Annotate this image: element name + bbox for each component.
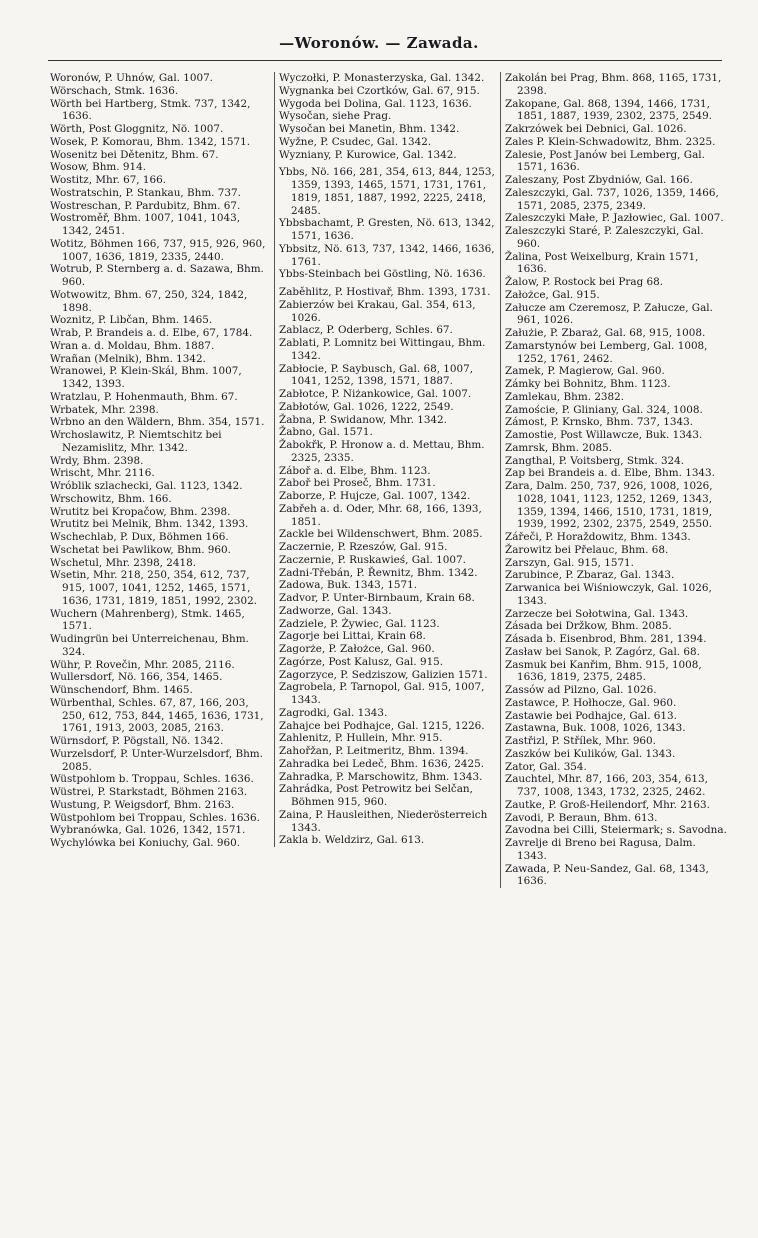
index-entry: Zamlekau, Bhm. 2382. <box>505 390 625 403</box>
index-entry: Wran a. d. Moldau, Bhm. 1887. <box>50 339 215 352</box>
index-entry: Zasmuk bei Kanřim, Bhm. 915, 1008, 1636, 1819, 2375, 2485. <box>505 658 702 684</box>
index-entry: Wysočan bei Manetin, Bhm. 1342. <box>279 123 460 135</box>
index-entry: Wotwowitz, Bhm. 67, 250, 324, 1842, 1898. <box>50 288 248 314</box>
index-entry: Wostitz, Mhr. 67, 166. <box>50 174 167 186</box>
index-entry: Žabokřk, P. Hronow a. d. Mettau, Bhm. 2325, 2335. <box>279 439 485 464</box>
index-entry: Zabłotce, P. Niżankowice, Gal. 1007. <box>279 388 472 400</box>
index-entry: Wostroměř, Bhm. 1007, 1041, 1043, 1342, 2451. <box>50 212 241 237</box>
index-entry: Zavodi, P. Beraun, Bhm. 613. <box>505 811 658 824</box>
index-entry: Wünschendorf, Bhm. 1465. <box>50 684 193 696</box>
index-entry: Zářeči, P. Horaždowitz, Bhm. 1343. <box>505 531 691 543</box>
index-entry: Zahořžan, P. Leitmeritz, Bhm. 1394. <box>279 745 469 757</box>
index-entry: Wróblik szlachecki, Gal. 1123, 1342. <box>50 480 243 492</box>
index-entry: Zarszyn, Gal. 915, 1571. <box>505 556 634 569</box>
index-entry: Zastawna, Buk. 1008, 1026, 1343. <box>505 722 686 735</box>
index-entry: Zaleszczyki Staré, P. Zaleszczyki, Gal. 960. <box>505 225 704 250</box>
index-entry: Wotrub, P. Sternberg a. d. Sazawa, Bhm. 960. <box>50 263 264 288</box>
index-entry: Wotitz, Böhmen 166, 737, 915, 926, 960, 1007, 1636, 1819, 2335, 2440. <box>50 237 266 263</box>
index-entry: Zakopane, Gal. 868, 1394, 1466, 1731, 1851, 1887, 1939, 2302, 2375, 2549. <box>505 97 712 123</box>
index-entry: Zásada bei Držkow, Bhm. 2085. <box>505 620 672 633</box>
index-entry: Würnsdorf, P. Pögstall, Nö. 1342. <box>50 735 224 747</box>
index-entry: Wsetin, Mhr. 218, 250, 354, 612, 737, 915, 1007, 1041, 1252, 1465, 1571, 1636, 1731, 1819, 1851, 1992, 2302. <box>50 569 257 607</box>
index-entry: Zangthal, P. Voitsberg, Stmk. 324. <box>505 454 685 467</box>
index-entry: Zabłotów, Gal. 1026, 1222, 2549. <box>279 400 454 413</box>
index-entry: Zadziele, P. Żywiec, Gal. 1123. <box>279 617 440 630</box>
index-entry: Zasław bei Sanok, P. Zagórz, Gal. 68. <box>505 645 700 658</box>
index-entry: Zavrelje di Breno bei Ragusa, Dalm. 1343. <box>505 837 696 862</box>
index-entry: Zadowa, Buk. 1343, 1571. <box>279 579 418 592</box>
index-entry: Wosow, Bhm. 914. <box>50 161 147 174</box>
index-entry: Žabno, Gal. 1571. <box>279 426 373 439</box>
index-entry: Zarwanica bei Wiśniowczyk, Gal. 1026, 1343. <box>505 582 712 607</box>
index-entry: Wybranówka, Gal. 1026, 1342, 1571. <box>50 824 246 837</box>
index-entry: Zawada, P. Neu-Sandez, Gal. 68, 1343, 1636. <box>505 862 709 888</box>
index-entry: Zackle bei Wildenschwert, Bhm. 2085. <box>279 528 483 541</box>
index-entry: Zalesie, Post Janów bei Lemberg, Gal. 1571, 1636. <box>505 148 705 174</box>
index-entry: Wörth, Post Gloggnitz, Nö. 1007. <box>50 123 224 135</box>
index-entry: Wygoda bei Dolina, Gal. 1123, 1636. <box>279 97 472 110</box>
index-entry: Wurzelsdorf, P. Unter-Wurzelsdorf, Bhm. 2085. <box>50 747 263 773</box>
index-entry: Zagorje bei Littai, Krain 68. <box>279 630 426 643</box>
index-entry: Zakla b. Weldzirz, Gal. 613. <box>279 834 425 847</box>
index-entry: Zagrodki, Gal. 1343. <box>279 706 388 719</box>
index-entry: Zámky bei Bohnitz, Bhm. 1123. <box>505 378 671 390</box>
index-entry: Wschetat bei Pawlikow, Bhm. 960. <box>50 543 231 556</box>
index-entry: Woznitz, P. Libčan, Bhm. 1465. <box>50 314 213 327</box>
index-entry: Wrbno an den Wäldern, Bhm. 354, 1571. <box>50 416 265 429</box>
index-entry: Zales P. Klein-Schwadowitz, Bhm. 2325. <box>505 135 716 148</box>
index-entry: Zamrsk, Bhm. 2085. <box>505 441 613 454</box>
index-entry: Zaszków bei Kulików, Gal. 1343. <box>505 747 676 760</box>
index-entry: Ybbs, Nö. 166, 281, 354, 613, 844, 1253, 1359, 1393, 1465, 1571, 1731, 1761, 1819, 1851, 1887, 1992, 2225, 2418, 2485. <box>279 166 495 217</box>
index-entry: Zásada b. Eisenbrod, Bhm. 281, 1394. <box>505 633 707 645</box>
index-entry: Zamostie, Post Willawcze, Buk. 1343. <box>505 429 703 441</box>
index-entry: Zaběhlitz, P. Hostivař, Bhm. 1393, 1731. <box>279 286 491 298</box>
index-entry: Zadni-Třebán, P. Řewnitz, Bhm. 1342. <box>279 566 478 579</box>
index-entry: Zauchtel, Mhr. 87, 166, 203, 354, 613, 737, 1008, 1343, 1732, 2325, 2462. <box>505 773 708 798</box>
index-entry: Wüstpohlom b. Troppau, Schles. 1636. <box>50 773 254 786</box>
index-entry: Zámost, P. Krnsko, Bhm. 737, 1343. <box>505 416 694 429</box>
index-entry: Žabna, P. Swidanow, Mhr. 1342. <box>279 413 447 426</box>
index-entry: Załużie, P. Zbaraż, Gal. 68, 915, 1008. <box>505 327 706 339</box>
index-entry: Wschetul, Mhr. 2398, 2418. <box>50 556 197 569</box>
index-entry: Wrbatek, Mhr. 2398. <box>50 403 159 416</box>
index-entry: Wrdy, Bhm. 2398. <box>50 454 144 467</box>
index-entry: Wygnanka bei Czortków, Gal. 67, 915. <box>279 84 480 97</box>
index-entry: Zagórze, Post Kalusz, Gal. 915. <box>279 655 444 668</box>
index-entry: Záboř a. d. Elbe, Bhm. 1123. <box>279 464 431 477</box>
index-entry: Załucze am Czeremosz, P. Załucze, Gal. 961, 1026. <box>505 301 713 327</box>
index-entry: Ybbs-Steinbach bei Göstling, Nö. 1636. <box>279 268 486 281</box>
index-entry: Wrutitz bei Kropačow, Bhm. 2398. <box>50 505 231 518</box>
index-entry: Zamarstynów bei Lemberg, Gal. 1008, 1252, 1761, 2462. <box>505 339 708 365</box>
index-entry: Zaina, P. Hausleithen, Niederösterreich 1343. <box>279 808 488 834</box>
index-entry: Žalow, P. Rostock bei Prag 68. <box>505 276 664 288</box>
index-entry: Zablati, P. Lomnitz bei Wittingau, Bhm. 1342. <box>279 337 486 362</box>
index-entry: Zagrobela, P. Tarnopol, Gal. 915, 1007, 1343. <box>279 681 485 706</box>
index-entry: Zakrzówek bei Debnici, Gal. 1026. <box>505 123 687 135</box>
index-entry: Zamoście, P. Gliniany, Gal. 324, 1008. <box>505 403 703 416</box>
column-1 <box>50 72 268 850</box>
index-entry: Wrschowitz, Bhm. 166. <box>50 492 172 505</box>
index-entry: Wüstrei, P. Starkstadt, Böhmen 2163. <box>50 786 248 798</box>
index-entry: Zavodna bei Cilli, Steiermark; s. Savodna. <box>505 824 727 837</box>
index-entry: Założce, Gal. 915. <box>505 288 600 301</box>
index-entry: Wrañan (Melnik), Bhm. 1342. <box>50 352 206 365</box>
index-entry: Wühr, P. Rovečin, Mhr. 2085, 2116. <box>50 658 235 671</box>
index-entry: Zaborze, P. Hujcze, Gal. 1007, 1342. <box>279 490 471 502</box>
index-entry: Zassów ad Pilzno, Gal. 1026. <box>505 684 657 696</box>
index-entry: Zastawie bei Podhajce, Gal. 613. <box>505 709 677 722</box>
index-entry: Wörth bei Hartberg, Stmk. 737, 1342, 1636. <box>50 97 251 123</box>
index-entry: Zaczernie, P. Ruskawieś, Gal. 1007. <box>279 553 466 566</box>
index-entry: Zabłocie, P. Saybusch, Gal. 68, 1007, 1041, 1252, 1398, 1571, 1887. <box>279 362 474 388</box>
index-entry: Wysočan, siehe Prag. <box>279 110 392 123</box>
index-entry: Wrutitz bei Melnik, Bhm. 1342, 1393. <box>50 518 249 531</box>
index-entry: Wrischt, Mhr. 2116. <box>50 467 155 480</box>
index-entry: Würbenthal, Schles. 67, 87, 166, 203, 250, 612, 753, 844, 1465, 1636, 1731, 1761, 1913, 2003, 2085, 2163. <box>50 696 264 735</box>
index-entry: Zahradka, P. Marschowitz, Bhm. 1343. <box>279 770 483 783</box>
index-entry: Zaleszczyki, Gal. 737, 1026, 1359, 1466, 1571, 2085, 2375, 2349. <box>505 186 719 212</box>
index-entry: Wyczołki, P. Monasterzyska, Gal. 1342. <box>279 72 485 84</box>
index-entry: Wudingrün bei Unterreichenau, Bhm. 324. <box>50 633 249 658</box>
index-entry: Zastawce, P. Hołhocze, Gal. 960. <box>505 696 677 709</box>
index-entry: Ybbsitz, Nö. 613, 737, 1342, 1466, 1636, 1761. <box>279 242 495 268</box>
index-entry: Wyžne, P. Csudec, Gal. 1342. <box>279 135 432 148</box>
index-entry: Wratzlau, P. Hohenmauth, Bhm. 67. <box>50 390 238 403</box>
index-entry: Zara, Dalm. 250, 737, 926, 1008, 1026, 1028, 1041, 1123, 1252, 1269, 1343, 1359, 1394, 1466, 1510, 1731, 1819, 1939, 1992, 2302, 2375, 2549, 2550. <box>505 480 713 531</box>
column-3 <box>500 72 727 888</box>
index-entry: Wychylówka bei Koniuchy, Gal. 960. <box>50 837 241 849</box>
index-entry: Wrab, P. Brandeis a. d. Elbe, 67, 1784. <box>50 327 253 339</box>
column-2 <box>274 72 497 847</box>
index-entry: Zator, Gal. 354. <box>505 760 587 773</box>
index-entry: Zakolán bei Prag, Bhm. 868, 1165, 1731, 2398. <box>505 72 722 97</box>
index-entry: Wostratschin, P. Stankau, Bhm. 737. <box>50 186 241 199</box>
index-entry: Wuchern (Mahrenberg), Stmk. 1465, 1571. <box>50 607 245 633</box>
index-entry: Zagorże, P. Założce, Gal. 960. <box>279 643 435 655</box>
index-entry: Woronów, P. Uhnów, Gal. 1007. <box>50 72 213 84</box>
index-entry: Zarubince, P. Zbaraz, Gal. 1343. <box>505 569 675 582</box>
index-entry: Zablacz, P. Oderberg, Schles. 67. <box>279 324 453 337</box>
index-entry: Zabřeh a. d. Oder, Mhr. 68, 166, 1393, 1851. <box>279 502 482 528</box>
index-entry: Wschechlab, P. Dux, Böhmen 166. <box>50 531 229 543</box>
index-entry: Zamek, P. Magierow, Gal. 960. <box>505 365 665 378</box>
index-entry: Wosenitz bei Dětenitz, Bhm. 67. <box>50 148 219 161</box>
index-entry: Zahrádka, Post Petrowitz bei Selčan, Böhmen 915, 960. <box>279 783 473 808</box>
index-entry: Zastřizl, P. Střílek, Mhr. 960. <box>505 735 656 747</box>
index-entry: Zahradka bei Ledeč, Bhm. 1636, 2425. <box>279 757 484 770</box>
index-entry: Zarzecze bei Sołotwina, Gal. 1343. <box>505 607 689 620</box>
index-entry: Zautke, P. Groß-Heilendorf, Mhr. 2163. <box>505 798 710 811</box>
index-entry: Žalina, Post Weixelburg, Krain 1571, 1636. <box>505 250 699 276</box>
index-entry: Wustung, P. Weigsdorf, Bhm. 2163. <box>50 798 235 811</box>
index-entry: Zaczernie, P. Rzeszów, Gal. 915. <box>279 541 448 553</box>
index-entry: Wosek, P. Komorau, Bhm. 1342, 1571. <box>50 135 250 148</box>
index-entry: Žarowitz bei Přelauc, Bhm. 68. <box>505 543 669 556</box>
index-entry: Zagorzyce, P. Sedziszow, Galizien 1571. <box>279 668 488 681</box>
index-entry: Wyzniany, P. Kurowice, Gal. 1342. <box>279 148 457 161</box>
index-entry: Zadworze, Gal. 1343. <box>279 604 392 617</box>
index-entry: Zaleszczyki Małe, P. Jazłowiec, Gal. 1007. <box>505 212 724 225</box>
index-entry: Zap bei Brandeis a. d. Elbe, Bhm. 1343. <box>505 467 715 480</box>
index-entry: Zadvor, P. Unter-Birnbaum, Krain 68. <box>279 592 475 604</box>
index-entry: Wranowei, P. Klein-Skál, Bhm. 1007, 1342, 1393. <box>50 365 242 390</box>
index-entry: Ybbsbachamt, P. Gresten, Nö. 613, 1342, 1571, 1636. <box>279 217 495 242</box>
index-entry: Zaleszany, Post Zbydniów, Gal. 166. <box>505 174 693 186</box>
index-entry: Zaboř bei Proseč, Bhm. 1731. <box>279 477 436 490</box>
index-entry: Wrchoslawitz, P. Niemtschitz bei Nezamislitz, Mhr. 1342. <box>50 429 222 454</box>
page-header: —Woronów. — Zawada. <box>279 34 479 52</box>
index-entry: Zahajce bei Podhajce, Gal. 1215, 1226. <box>279 719 485 732</box>
index-entry: Zabierzów bei Krakau, Gal. 354, 613, 1026. <box>279 298 476 324</box>
index-entry: Wörschach, Stmk. 1636. <box>50 84 179 97</box>
index-entry: Wostreschan, P. Pardubitz, Bhm. 67. <box>50 199 241 212</box>
index-entry: Wullersdorf, Nö. 166, 354, 1465. <box>50 671 223 684</box>
index-entry: Wüstpohlom bei Troppau, Schles. 1636. <box>50 811 260 824</box>
header-rule <box>48 60 722 61</box>
index-entry: Zahlenitz, P. Hullein, Mhr. 915. <box>279 732 443 745</box>
